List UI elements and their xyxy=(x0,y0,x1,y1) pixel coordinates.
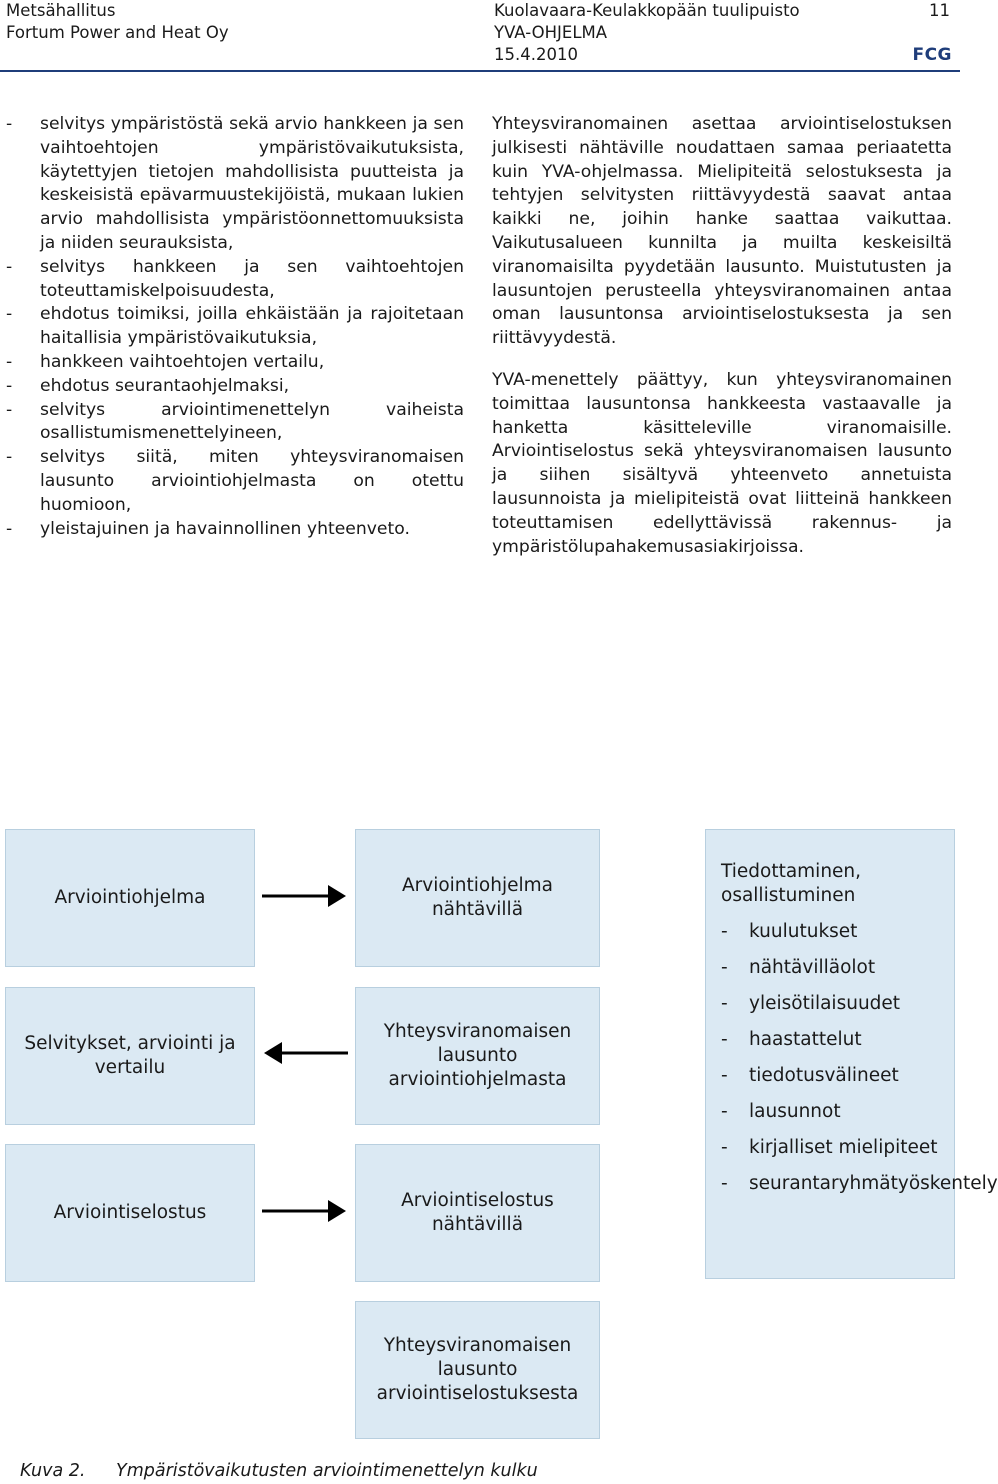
diagram-box-studies: Selvitykset, arviointi ja vertailu xyxy=(5,987,255,1125)
diagram-box-program: Arviointiohjelma xyxy=(5,829,255,967)
list-item: - selvitys ympäristöstä sekä arvio hankkeen ja sen vaihtoehtojen ympäristövaikutuksista, käytettyjen tietojen mahdollisista puutteista ja keskeisistä epävarmuustekijöistä, mukaan lukien arvio mahdollisista ympäristöonnettomuuksista ja niiden seurauksista, xyxy=(6,114,464,253)
diagram-box-report-statement: Yhteysviranomaisen lausunto arviointiselostuksesta xyxy=(355,1301,600,1439)
info-box-item: - tiedotusvälineet xyxy=(721,1065,899,1086)
info-box-title: Tiedottaminen, osallistuminen xyxy=(721,861,862,906)
info-box-item: - nähtävilläolot xyxy=(721,957,876,978)
arrow-left-icon xyxy=(262,1040,348,1066)
info-box-item: - kirjalliset mielipiteet xyxy=(721,1137,938,1158)
figure-number: Kuva 2. xyxy=(20,1461,86,1481)
header-date: 15.4.2010 xyxy=(494,45,578,64)
list-item: - selvitys siitä, miten yhteysviranomaisen lausunto arviointiohjelmasta on otettu huomioon, xyxy=(6,447,464,515)
diagram-info-box xyxy=(705,829,998,1279)
arrow-right-icon xyxy=(262,883,348,909)
diagram-box-program-statement: Yhteysviranomaisen lausunto arviointiohjelmasta xyxy=(355,987,600,1125)
list-item: - selvitys arviointimenettelyn vaiheista osallistumismenettelyineen, xyxy=(6,399,464,444)
header-org: Metsähallitus xyxy=(6,1,116,20)
diagram-box-report-public: Arviointiselostus nähtävillä xyxy=(355,1144,600,1282)
info-box-item: - seurantaryhmätyöskentely xyxy=(721,1173,998,1194)
paragraph: YVA-menettely päättyy, kun yhteysviranomainen toimittaa lausuntonsa hankkeesta vastaavalle ja hanketta käsitteleville viranomaisille. Arviointiselostus sekä yhteysviranomaisen lausunto ja siihen sisältyvä yhteenveto annetuista lausunnoista ja mielipiteistä ovat liitteinä hankkeen toteuttamisen edellyttävissä rakennus- ja ympäristölupahakemusasiakirjoissa. xyxy=(492,369,952,557)
info-box-item: - haastattelut xyxy=(721,1029,862,1050)
list-item: - yleistajuinen ja havainnollinen yhteenveto. xyxy=(6,518,410,539)
list-item: - ehdotus seurantaohjelmaksi, xyxy=(6,375,290,396)
info-box-item: - lausunnot xyxy=(721,1101,841,1122)
header-center xyxy=(494,0,800,66)
info-box-item: - kuulutukset xyxy=(721,921,858,942)
header-divider xyxy=(0,70,960,72)
page-number: 11 xyxy=(929,1,950,20)
figure-title: Ympäristövaikutusten arviointimenettelyn kulku xyxy=(116,1461,538,1481)
company-logo: FCG xyxy=(912,45,952,65)
paragraph: Yhteysviranomainen asettaa arviointiselostuksen julkisesti nähtäville noudattaen samaa periaatetta kuin YVA-ohjelmassa. Mielipiteitä selostuksesta ja tehtyjen selvitysten riittävyydestä saavat antaa kaikki ne, joihin hanke saattaa vaikuttaa. Vaikutusalueen kunnilta ja muilta keskeisiltä viranomaisilta pyydetään lausunto. Muistutusten ja lausuntojen perusteella yhteysviranomainen antaa oman lausuntonsa arviointiselostuksesta ja sen riittävyydestä. xyxy=(492,114,952,349)
header-left xyxy=(6,0,229,44)
header-project: Kuolavaara-Keulakkopään tuulipuisto xyxy=(494,1,800,20)
info-box-item: - yleisötilaisuudet xyxy=(721,993,901,1014)
header-doc-type: YVA-OHJELMA xyxy=(494,23,608,42)
body-text-right xyxy=(492,113,952,577)
arrow-right-icon xyxy=(262,1198,348,1224)
list-item: - selvitys hankkeen ja sen vaihtoehtojen toteuttamiskelpoisuudesta, xyxy=(6,256,464,301)
list-item: - hankkeen vaihtoehtojen vertailu, xyxy=(6,351,325,372)
list-item: - ehdotus toimiksi, joilla ehkäistään ja rajoitetaan haitallisia ympäristövaikutuksia, xyxy=(6,304,464,349)
requirements-list xyxy=(6,113,464,541)
header-company: Fortum Power and Heat Oy xyxy=(6,23,229,42)
diagram-box-program-public: Arviointiohjelma nähtävillä xyxy=(355,829,600,967)
diagram-box-report: Arviointiselostus xyxy=(5,1144,255,1282)
figure-caption xyxy=(20,1459,538,1483)
